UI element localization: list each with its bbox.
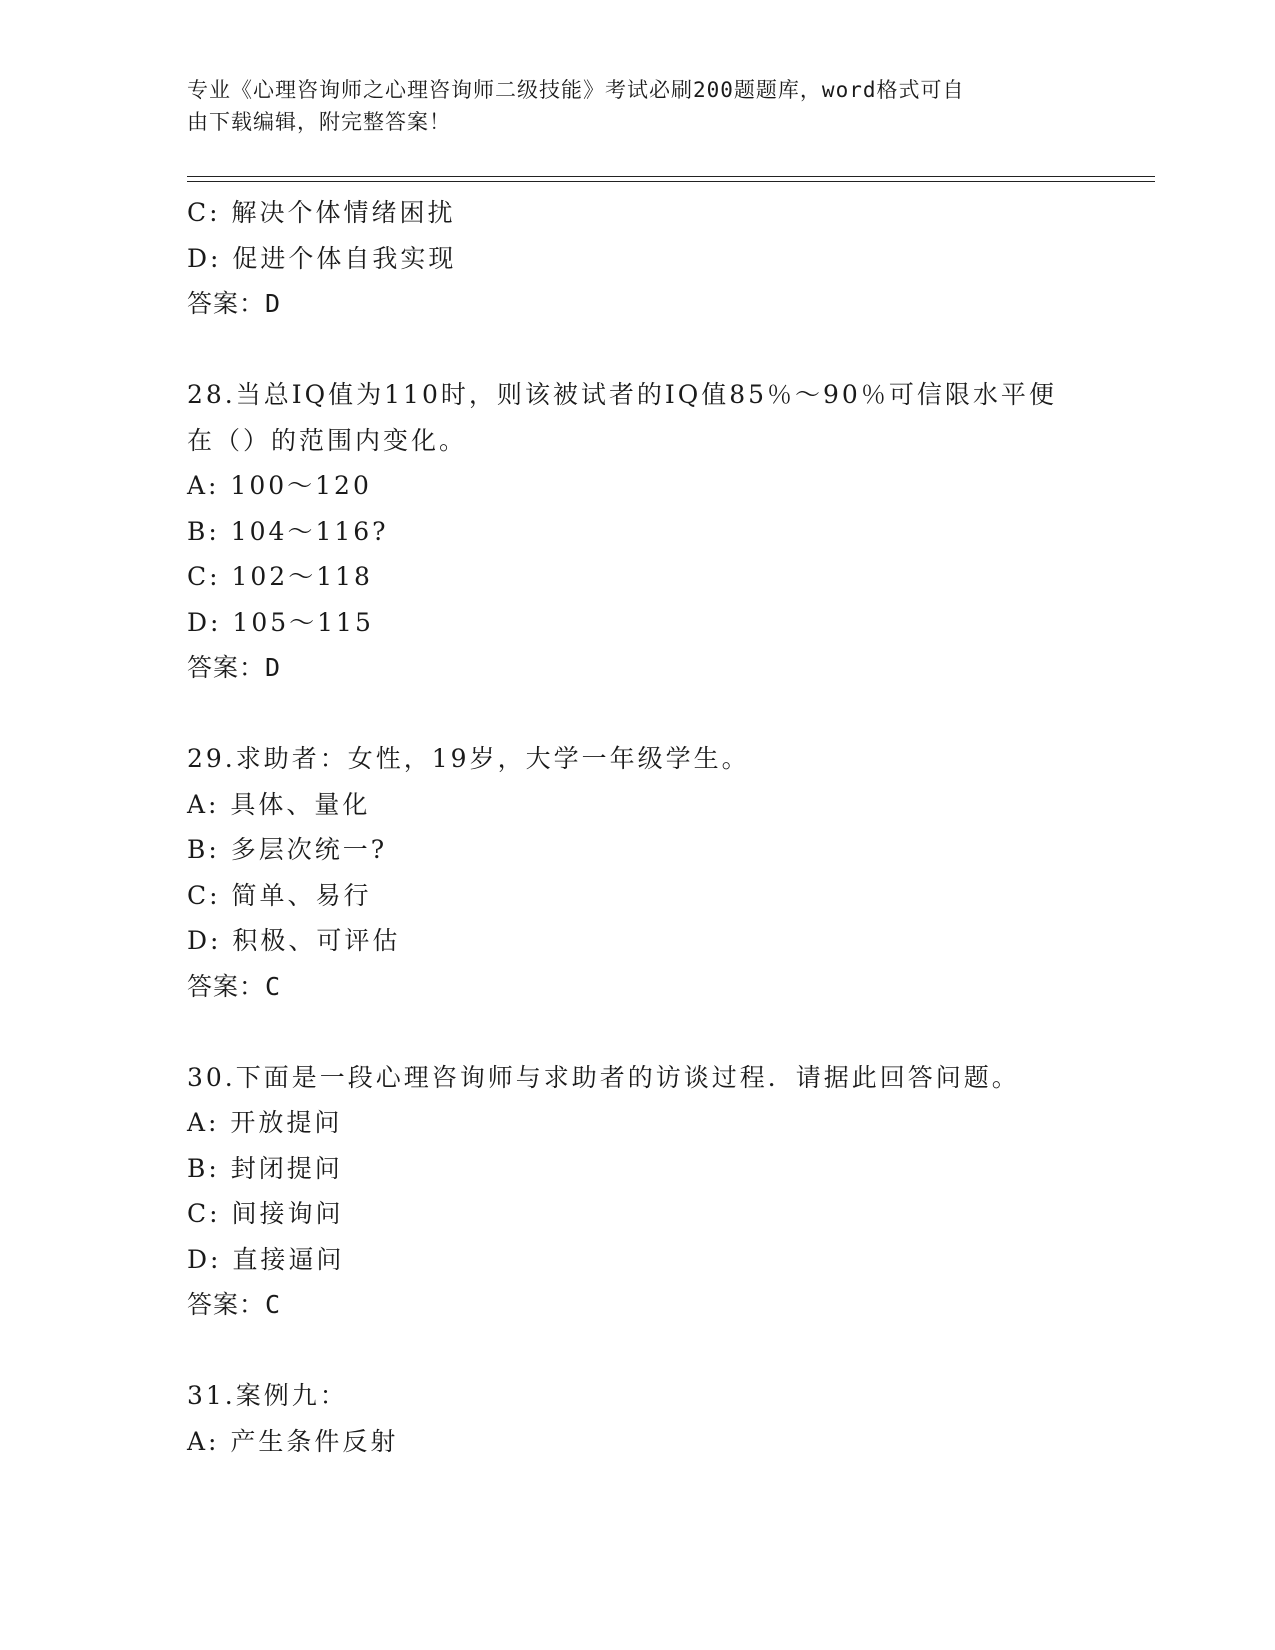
header-divider-top [187,176,1155,177]
answer: 答案：C [187,1290,282,1319]
question-stem-continued: 在（）的范围内变化。 [187,425,468,455]
header-divider-bottom [187,181,1155,182]
question-list [187,190,1155,1464]
document-header [187,74,1087,138]
spacer [187,327,1155,373]
question-29 [187,736,1155,1009]
option-c: C: 简单、易行 [187,880,372,910]
spacer [187,691,1155,737]
option-c: C: 解决个体情绪困扰 [187,198,456,227]
question-27 [187,190,1155,327]
option-a: A: 产生条件反射 [187,1426,399,1456]
header-line-2: 由下载编辑，附完整答案！ [187,110,451,134]
answer: 答案：D [187,289,282,318]
header-line-1: 专业《心理咨询师之心理咨询师二级技能》考试必刷200题题库，word格式可自 [187,78,965,102]
question-28 [187,372,1155,691]
question-30 [187,1055,1155,1328]
option-d: D: 积极、可评估 [187,926,401,955]
question-stem: 30.下面是一段心理咨询师与求助者的访谈过程．请据此回答问题。 [187,1062,1020,1092]
question-stem: 29.求助者：女性，19岁，大学一年级学生。 [187,744,750,773]
question-stem: 28.当总IQ值为110时，则该被试者的IQ值85％～90％可信限水平便 [187,380,1057,409]
option-a: A: 100～120 [187,471,372,500]
option-c: C: 间接询问 [187,1199,344,1228]
spacer [187,1328,1155,1374]
option-a: A: 具体、量化 [187,789,371,819]
option-a: A: 开放提问 [187,1108,343,1137]
option-d: D: 直接逼问 [187,1244,345,1274]
answer: 答案：D [187,653,282,682]
spacer [187,1009,1155,1055]
answer: 答案：C [187,971,282,1001]
option-d: D: 促进个体自我实现 [187,243,457,273]
option-c: C: 102～118 [187,562,373,591]
question-stem: 31.案例九： [187,1381,348,1410]
question-31 [187,1373,1155,1464]
option-b: B: 104～116? [187,516,389,546]
option-b: B: 封闭提问 [187,1153,343,1183]
option-d: D: 105～115 [187,607,374,637]
option-b: B: 多层次统一? [187,835,388,864]
